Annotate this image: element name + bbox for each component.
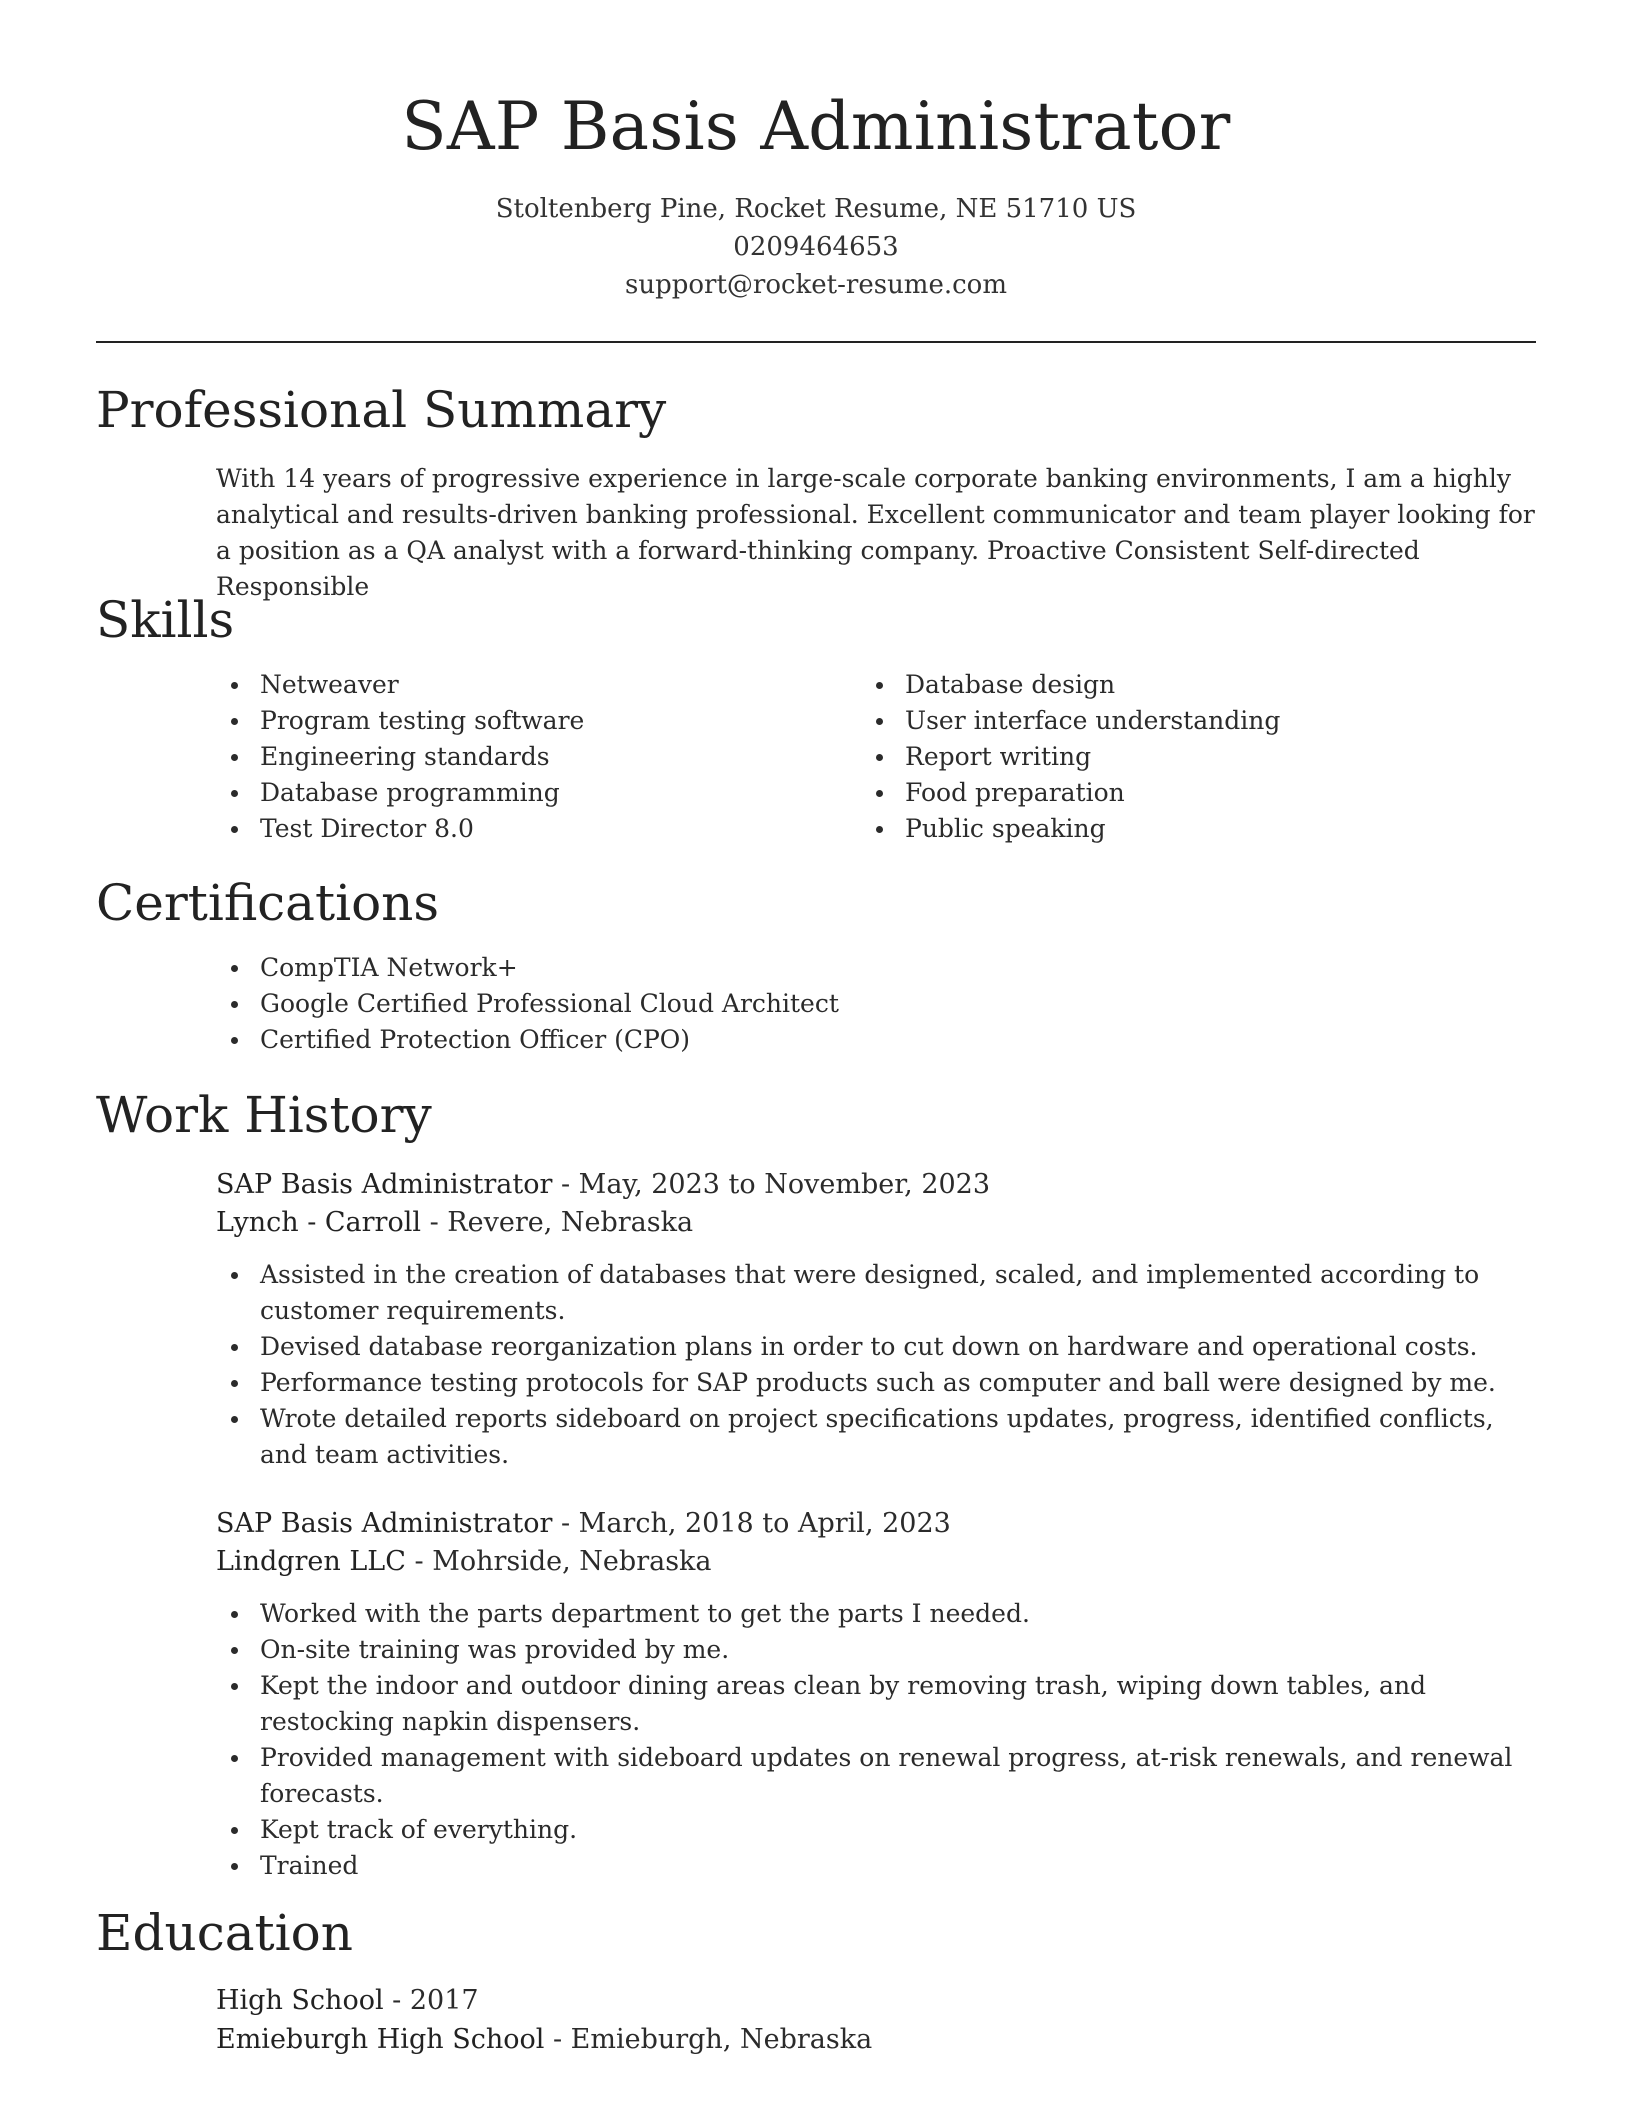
certifications-heading: Certifications [96,874,440,932]
list-item: Provided management with sideboard updates on renewal progress, at-risk renewals, and renewal forecasts. [260,1740,1520,1812]
job-dates: - May, 2023 to November, 2023 [552,1169,991,1200]
list-item: Performance testing protocols for SAP products such as computer and ball were designed by me. [260,1365,1520,1401]
job-title-line [216,1166,990,1204]
list-item: Assisted in the creation of databases that were designed, scaled, and implemented according to customer requirements. [260,1257,1520,1329]
education-degree: High School [216,1985,384,2016]
work-history-heading: Work History [96,1086,432,1144]
summary-heading: Professional Summary [96,381,667,439]
job-title: SAP Basis Administrator [216,1508,553,1539]
skills-list-right [905,667,1505,847]
education-degree-line [216,1982,479,2020]
list-item: Program testing software [260,703,860,739]
list-item: Database design [905,667,1505,703]
list-item: Report writing [905,739,1505,775]
list-item: Database programming [260,775,860,811]
list-item: Kept the indoor and outdoor dining areas clean by removing trash, wiping down tables, and restocking napkin dispensers. [260,1668,1520,1740]
list-item: User interface understanding [905,703,1505,739]
list-item: Worked with the parts department to get the parts I needed. [260,1596,1520,1632]
skills-list-left [260,667,860,847]
list-item: Devised database reorganization plans in order to cut down on hardware and operational costs. [260,1329,1520,1365]
list-item: Food preparation [905,775,1505,811]
list-item: Netweaver [260,667,860,703]
address: Stoltenberg Pine, Rocket Resume, NE 51710 US [495,194,1137,224]
education-school-line [216,2021,872,2059]
list-item: Engineering standards [260,739,860,775]
list-item: Trained [260,1848,1520,1884]
job-bullets [260,1257,1520,1473]
header-divider [96,341,1536,343]
job-employer-line [216,1204,693,1242]
list-item: Certified Protection Officer (CPO) [260,1022,1520,1058]
job-bullets [260,1596,1520,1884]
certifications-list [260,950,1520,1058]
education-heading: Education [96,1904,353,1962]
job-dates: - March, 2018 to April, 2023 [552,1508,951,1539]
education-school: Emieburgh High School [216,2024,545,2055]
education-year: - 2017 [383,1985,479,2016]
skills-heading: Skills [96,591,235,649]
list-item: On-site training was provided by me. [260,1632,1520,1668]
phone: 0209464653 [733,232,899,262]
job-employer: Lynch - Carroll [216,1207,421,1238]
list-item: CompTIA Network+ [260,950,1520,986]
job-employer-line [216,1543,712,1581]
job-title-line [216,1505,951,1543]
email: support@rocket-resume.com [624,270,1007,300]
list-item: Public speaking [905,811,1505,847]
job-employer: Lindgren LLC [216,1546,406,1577]
list-item: Google Certified Professional Cloud Architect [260,986,1520,1022]
job-location: - Mohrside, Nebraska [405,1546,712,1577]
job-title: SAP Basis Administrator [216,1169,553,1200]
education-location: - Emieburgh, Nebraska [544,2024,873,2055]
list-item: Test Director 8.0 [260,811,860,847]
summary-text: With 14 years of progressive experience in large-scale corporate banking environments, I am a highly analytical and results-driven banking professional. Excellent communicator and team player looking for a position as a QA analyst with a forward-thinking company. Proactive Consistent Self-directed Responsible [216,464,1535,601]
list-item: Wrote detailed reports sideboard on project specifications updates, progress, identified conflicts, and team activities. [260,1401,1520,1473]
list-item: Kept track of everything. [260,1812,1520,1848]
candidate-name: SAP Basis Administrator [401,88,1231,165]
job-location: - Revere, Nebraska [421,1207,694,1238]
